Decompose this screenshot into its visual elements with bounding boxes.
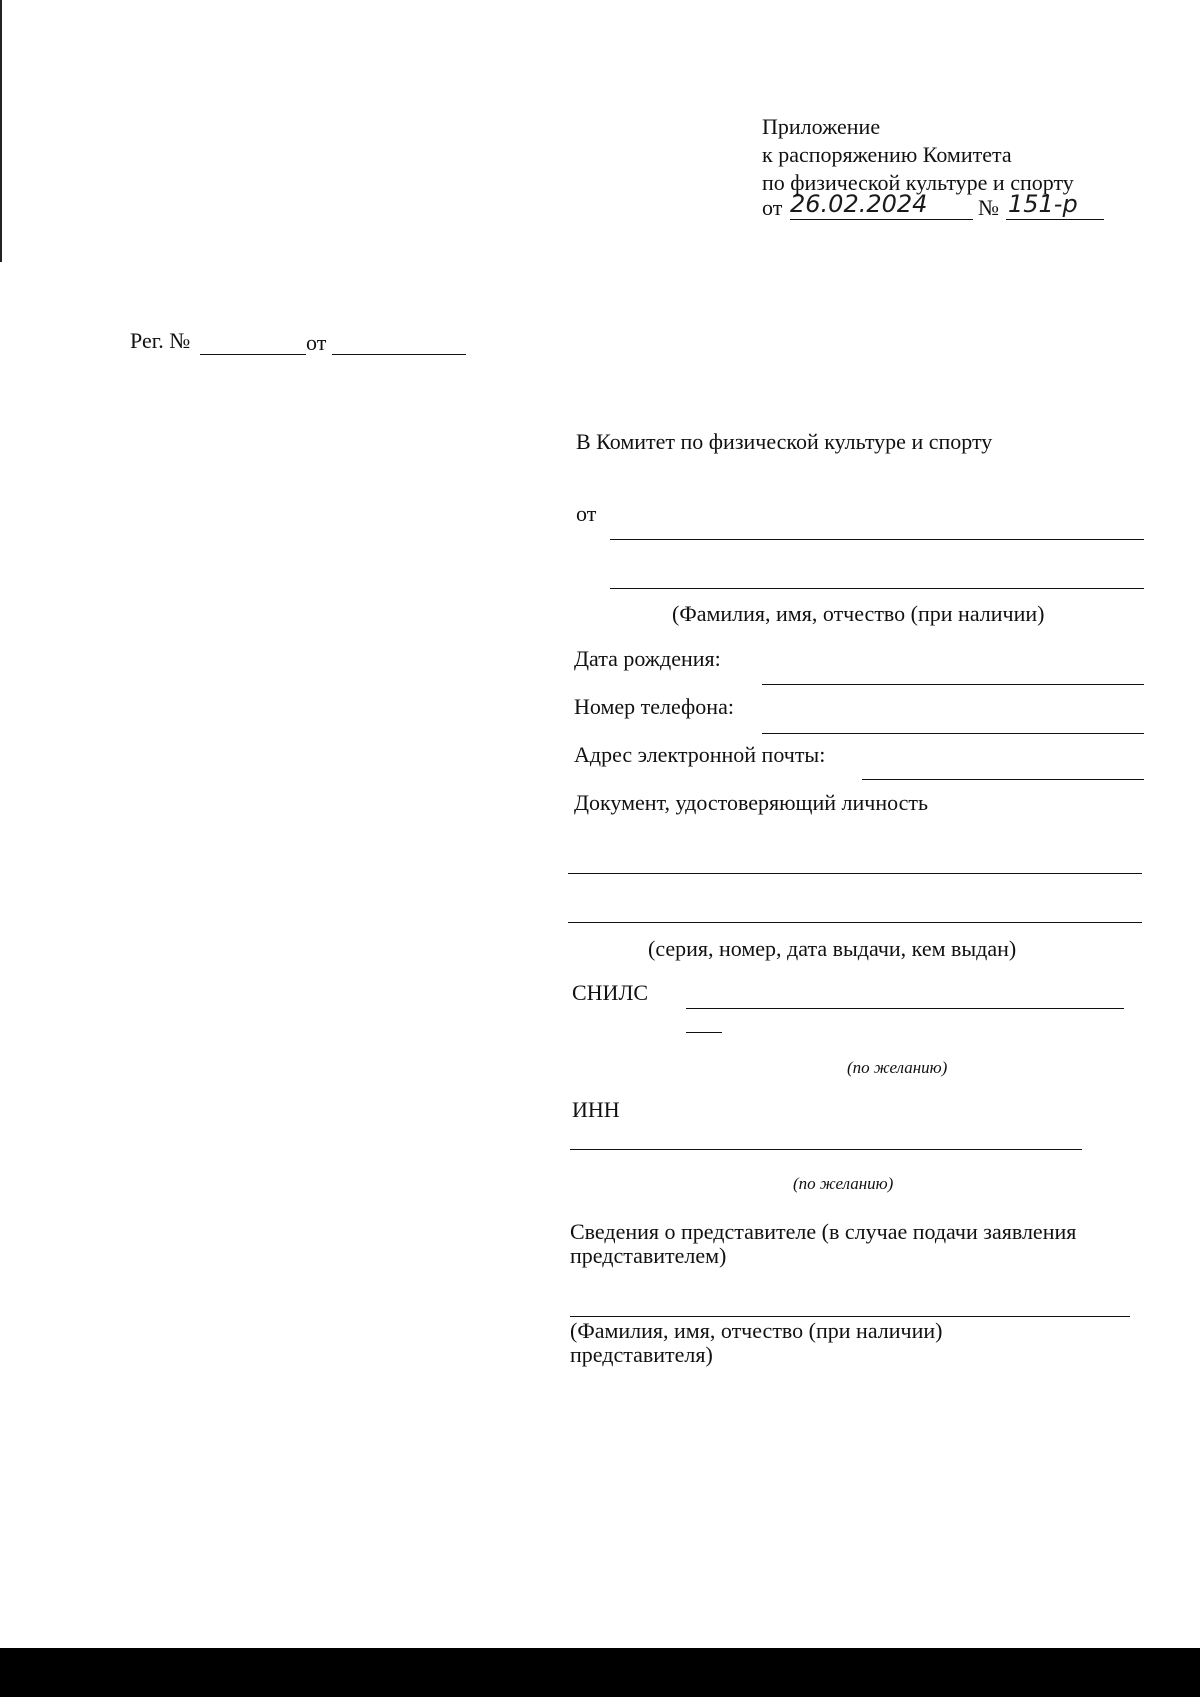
representative-name-line	[570, 1316, 1130, 1317]
snils-line-continuation	[686, 1032, 722, 1033]
email-label: Адрес электронной почты:	[574, 742, 826, 767]
inn-line	[570, 1149, 1082, 1150]
reg-date-label: от	[306, 330, 327, 355]
representative-hint-line-1: (Фамилия, имя, отчество (при наличии)	[570, 1318, 943, 1343]
id-document-line-2	[568, 922, 1142, 923]
reg-number-line	[200, 354, 306, 355]
order-number-handwritten: 151-р	[1008, 190, 1078, 218]
phone-label: Номер телефона:	[574, 694, 734, 719]
appendix-line-3: по физической культуре и спорту	[762, 170, 1074, 195]
applicant-name-hint: (Фамилия, имя, отчество (при наличии)	[672, 601, 1045, 626]
snils-label: СНИЛС	[572, 980, 649, 1005]
reg-date-line	[332, 354, 466, 355]
scan-left-border	[0, 0, 2, 262]
id-document-label: Документ, удостоверяющий личность	[574, 790, 929, 815]
inn-optional-hint: (по желанию)	[793, 1174, 894, 1193]
snils-optional-hint: (по желанию)	[847, 1058, 948, 1077]
birth-date-label: Дата рождения:	[574, 646, 721, 671]
appendix-line-2: к распоряжению Комитета	[762, 142, 1012, 167]
scan-bottom-border	[0, 1648, 1200, 1697]
phone-line	[762, 733, 1144, 734]
order-date-underline	[790, 219, 973, 220]
order-number-underline	[1006, 219, 1104, 220]
representative-label-line-2: представителем)	[570, 1243, 727, 1268]
order-date-handwritten: 26.02.2024	[790, 190, 928, 218]
order-number-prefix: №	[978, 195, 999, 220]
inn-label: ИНН	[572, 1097, 620, 1122]
applicant-name-line-2	[610, 588, 1144, 589]
order-date-prefix: от	[762, 195, 783, 220]
representative-hint-line-2: представителя)	[570, 1342, 713, 1367]
appendix-title: Приложение	[762, 114, 881, 139]
reg-number-label: Рег. №	[130, 328, 191, 353]
applicant-name-line-1	[610, 539, 1144, 540]
id-document-line-1	[568, 873, 1142, 874]
representative-label-line-1: Сведения о представителе (в случае подачи заявления	[570, 1219, 1077, 1244]
birth-date-line	[762, 684, 1144, 685]
applicant-from-label: от	[576, 501, 597, 526]
addressee-committee: В Комитет по физической культуре и спорту	[576, 429, 993, 454]
id-document-hint: (серия, номер, дата выдачи, кем выдан)	[648, 936, 1017, 961]
email-line	[862, 779, 1144, 780]
snils-line	[686, 1008, 1124, 1009]
